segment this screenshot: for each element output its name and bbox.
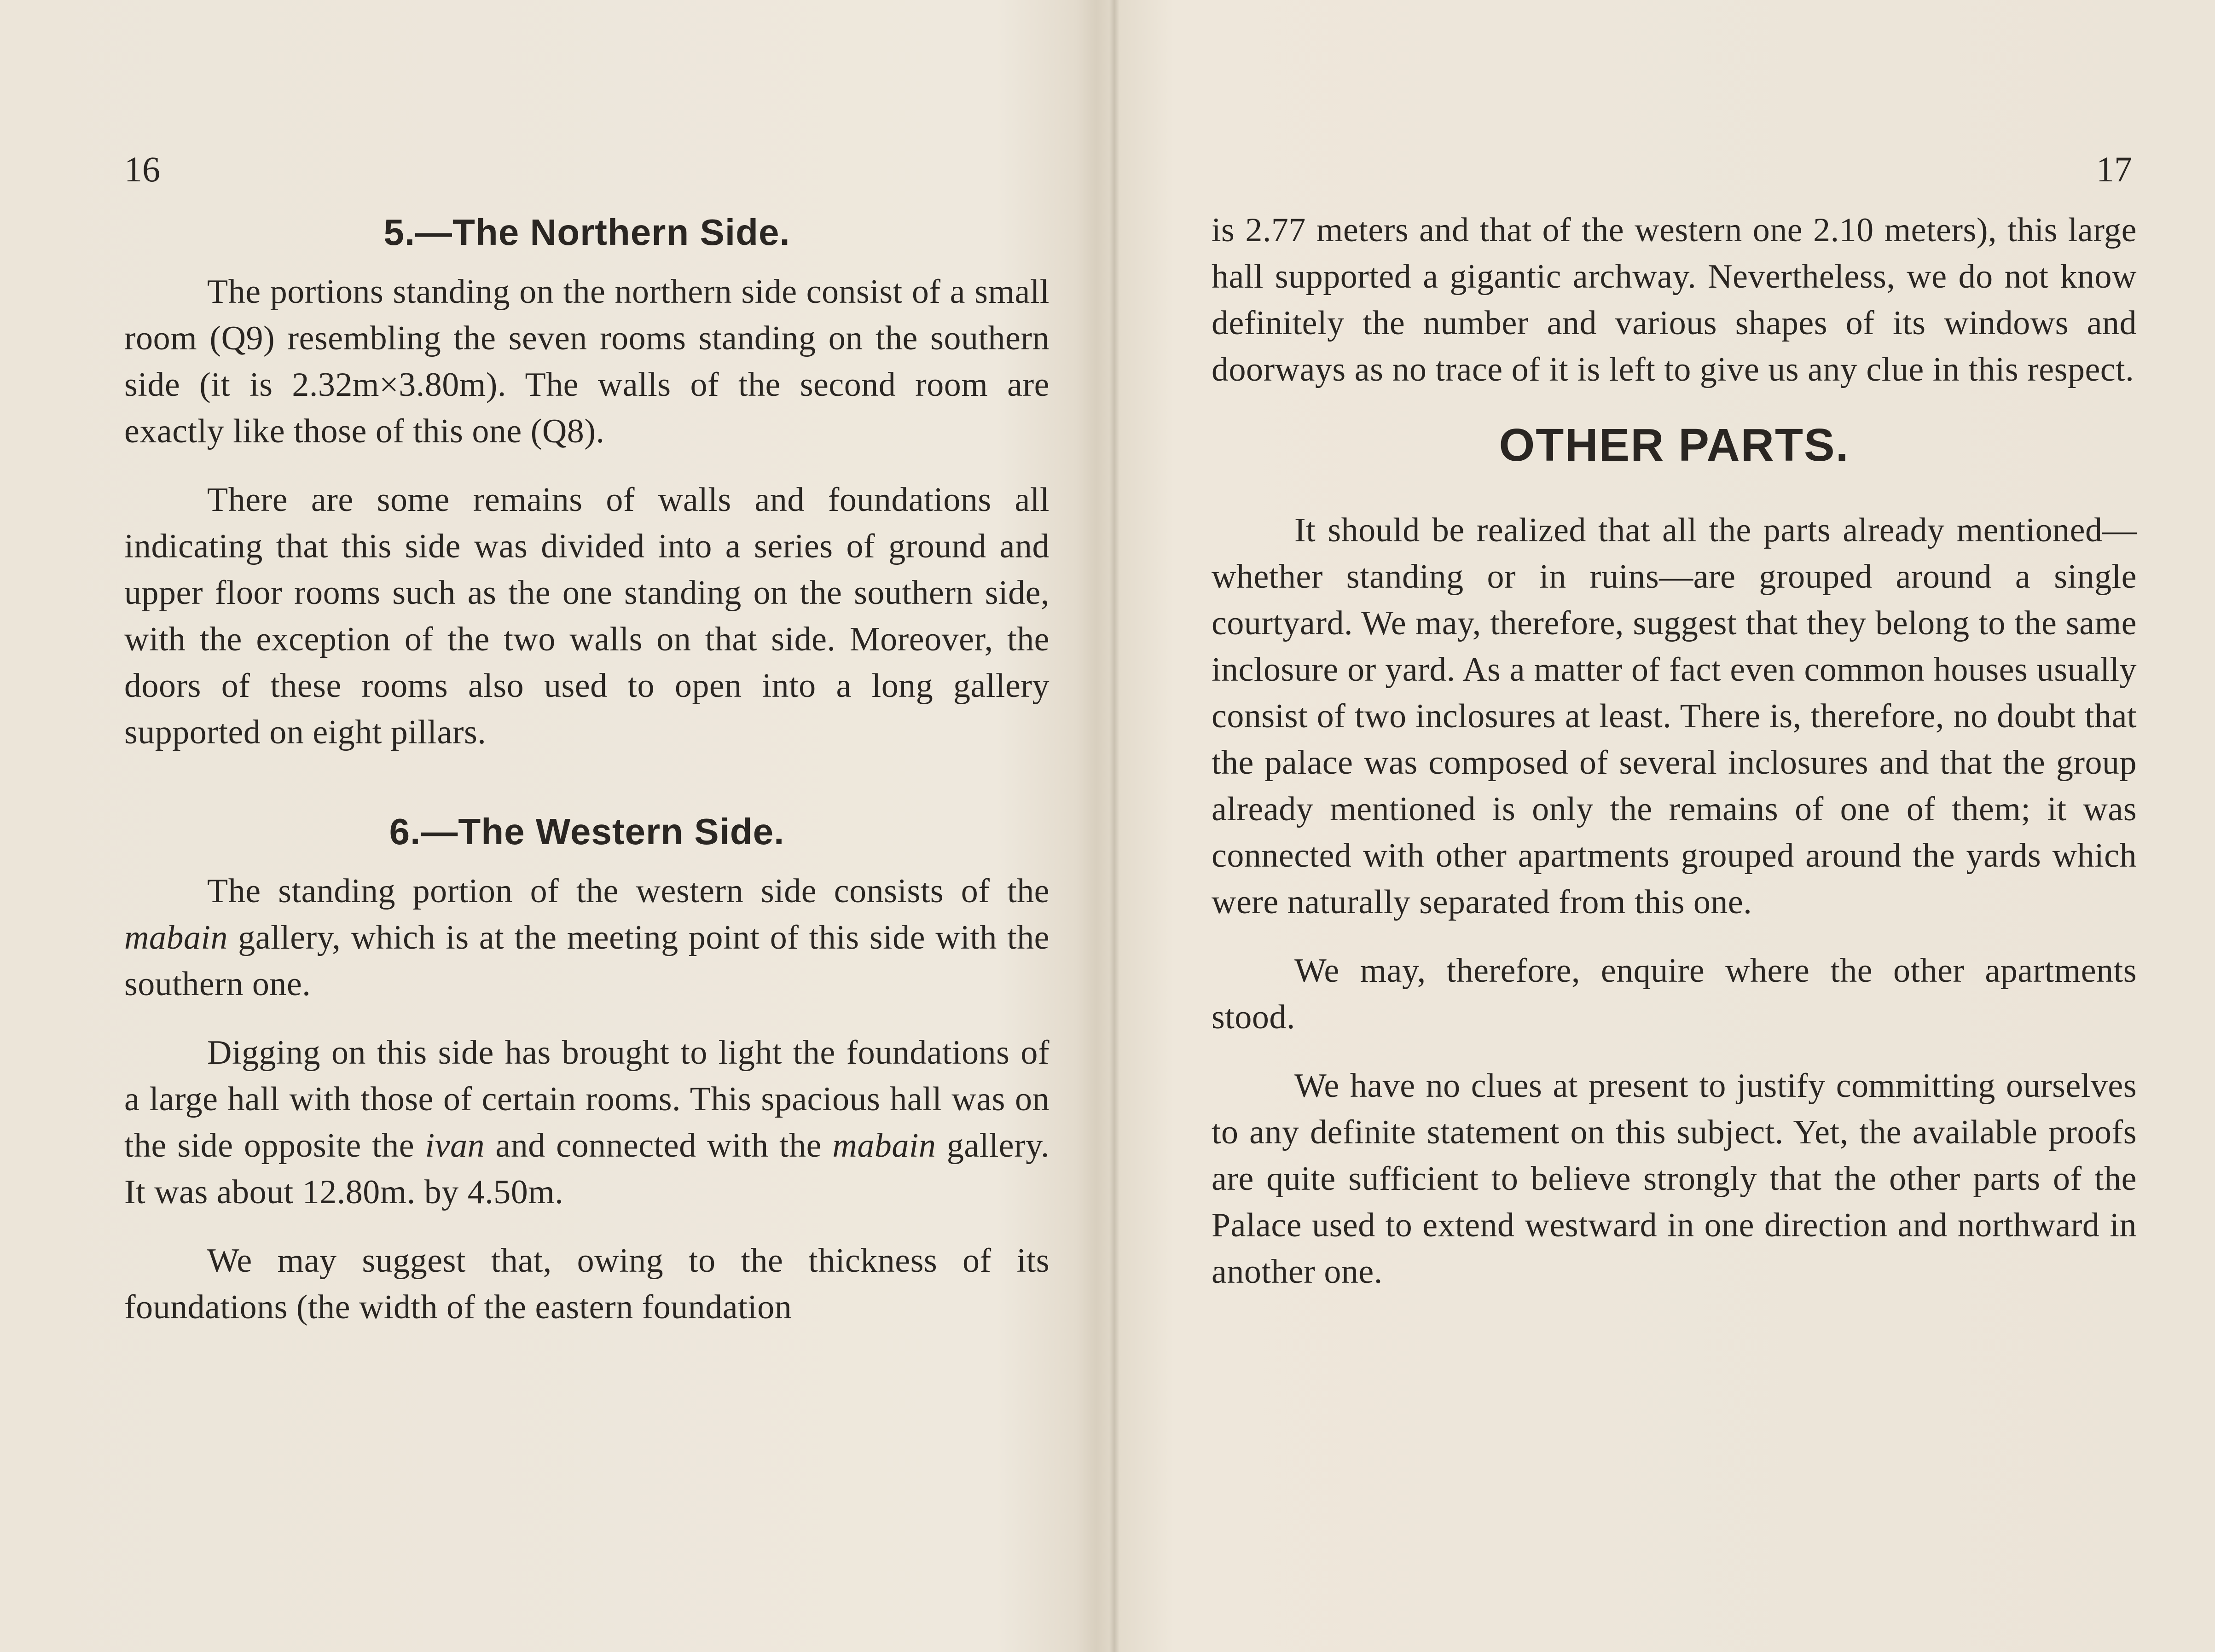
western-side-p1-text-a: The standing portion of the western side consists of the <box>207 872 1050 910</box>
western-side-continuation: is 2.77 meters and that of the western one 2.10 meters), this large hall supported a gigantic archway. Nevertheless, we do not know definitely the number and various shapes of its windows and doorways as no trace of it is left to give us any clue in this respect. <box>1212 211 2137 388</box>
term-ivan: ivan <box>425 1127 485 1165</box>
heading-northern-side: 5.—The Northern Side. <box>383 212 790 253</box>
other-parts-paragraph-1: It should be realized that all the parts already mentioned—whether standing or in ruins—are grouped around a single courtyard. We may, therefore, suggest that they belong to the same inclosure or yard. As a matter of fact even common houses usually consist of two inclosures at least. There is, therefore, no doubt that the palace was composed of several inclosures and that the group already mentioned is only the remains of one of them; it was connected with other apartments grouped around the yards which were naturally separated from this one. <box>1212 511 2137 921</box>
western-side-p2-text-b: and connected with the <box>484 1127 833 1165</box>
heading-other-parts: OTHER PARTS. <box>1499 419 1850 471</box>
western-side-paragraph-2 <box>124 1030 1050 1216</box>
western-side-paragraph-3: We may suggest that, owing to the thickness of its foundations (the width of the eastern foundation <box>124 1242 1050 1326</box>
left-text-column <box>124 207 1050 1353</box>
western-side-p2-text-c: gallery. It was about 12.80m. by 4.50m. <box>124 1127 1050 1211</box>
other-parts-paragraph-3: We have no clues at present to justify committing ourselves to any definite statement on this subject. Yet, the available proofs are quite sufficient to believe strongly that the other parts of the Palace used to extend westward in one direction and northward in another one. <box>1212 1067 2137 1291</box>
other-parts-paragraph-2: We may, therefore, enquire where the other apartments stood. <box>1212 952 2137 1036</box>
page-number-left: 16 <box>124 149 160 189</box>
western-side-p1-text-b: gallery, which is at the meeting point of this side with the southern one. <box>124 919 1050 1003</box>
western-side-p2-text-a: Digging on this side has brought to light the foundations of a large hall with those of certain rooms. This spacious hall was on the side opposite the <box>124 1034 1050 1165</box>
book-gutter <box>1109 0 1119 1652</box>
heading-western-side: 6.—The Western Side. <box>389 811 785 852</box>
northern-side-paragraph-2: There are some remains of walls and foundations all indicating that this side was divided into a series of ground and upper floor rooms such as the one standing on the southern side, with the exception of the two walls on that side. Moreover, the doors of these rooms also used to open into a long gallery supported on eight pillars. <box>124 481 1050 751</box>
right-text-column <box>1212 207 2137 1317</box>
northern-side-paragraph-1: The portions standing on the northern side consist of a small room (Q9) resembling the seven rooms standing on the southern side (it is 2.32m×3.80m). The walls of the second room are exactly like those of this one (Q8). <box>124 273 1050 450</box>
right-page <box>1119 0 2215 1652</box>
term-mabain: mabain <box>832 1127 936 1165</box>
term-mabain: mabain <box>124 919 228 956</box>
western-side-paragraph-1 <box>124 868 1050 1008</box>
page-number-right: 17 <box>2096 149 2132 189</box>
